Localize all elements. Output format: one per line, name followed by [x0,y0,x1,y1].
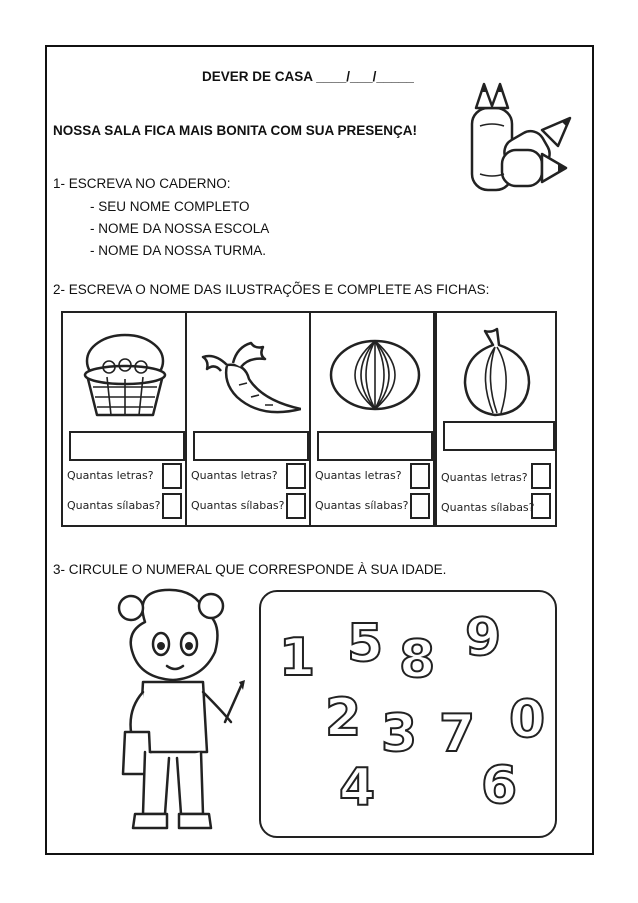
pencils-icon [462,78,582,196]
card-basket [61,311,187,527]
numeral[interactable]: 7 [439,704,476,764]
syllables-box[interactable] [286,493,306,519]
syllables-box[interactable] [410,493,430,519]
q1-item: - NOME DA NOSSA ESCOLA [90,221,270,236]
answer-box[interactable] [193,431,309,461]
letters-label: Quantas letras? [67,469,154,482]
syllables-box[interactable] [162,493,182,519]
numeral[interactable]: 5 [347,614,384,674]
carrot-icon [193,323,301,423]
basket-icon [69,323,177,423]
letters-label: Quantas letras? [191,469,278,482]
card-onion [435,311,557,527]
answer-box[interactable] [443,421,555,451]
numeral[interactable]: 0 [509,690,546,750]
worksheet-cards [61,311,557,529]
numeral[interactable]: 2 [325,688,362,748]
numerals-panel [259,590,557,838]
syllables-label: Quantas sílabas? [67,499,161,512]
q1-item: - NOME DA NOSSA TURMA. [90,243,267,258]
onion-icon [443,323,551,423]
numeral[interactable]: 9 [465,608,502,668]
numeral[interactable]: 8 [399,630,436,690]
q2-heading: 2- ESCREVA O NOME DAS ILUSTRAÇÕES E COMPLETE AS FICHAS: [53,282,490,297]
watermelon-icon [317,323,425,423]
q1-item: - SEU NOME COMPLETO [90,199,250,214]
letters-label: Quantas letras? [441,471,528,484]
syllables-box[interactable] [531,493,551,519]
card-carrot [185,311,311,527]
numeral[interactable]: 4 [339,758,376,818]
syllables-label: Quantas sílabas? [191,499,285,512]
answer-box[interactable] [317,431,433,461]
girl-painting-icon [95,582,255,842]
letters-label: Quantas letras? [315,469,402,482]
card-watermelon [309,311,435,527]
syllables-label: Quantas sílabas? [441,501,535,514]
numeral[interactable]: 1 [279,628,316,688]
page-title: DEVER DE CASA ____/___/_____ [202,69,414,84]
numeral[interactable]: 6 [481,756,518,816]
q1-heading: 1- ESCREVA NO CADERNO: [53,176,231,191]
letters-box[interactable] [286,463,306,489]
numeral[interactable]: 3 [381,704,418,764]
syllables-label: Quantas sílabas? [315,499,409,512]
motto: NOSSA SALA FICA MAIS BONITA COM SUA PRESENÇA! [53,123,418,138]
letters-box[interactable] [410,463,430,489]
q3-heading: 3- CIRCULE O NUMERAL QUE CORRESPONDE À SUA IDADE. [53,562,447,577]
letters-box[interactable] [531,463,551,489]
letters-box[interactable] [162,463,182,489]
answer-box[interactable] [69,431,185,461]
